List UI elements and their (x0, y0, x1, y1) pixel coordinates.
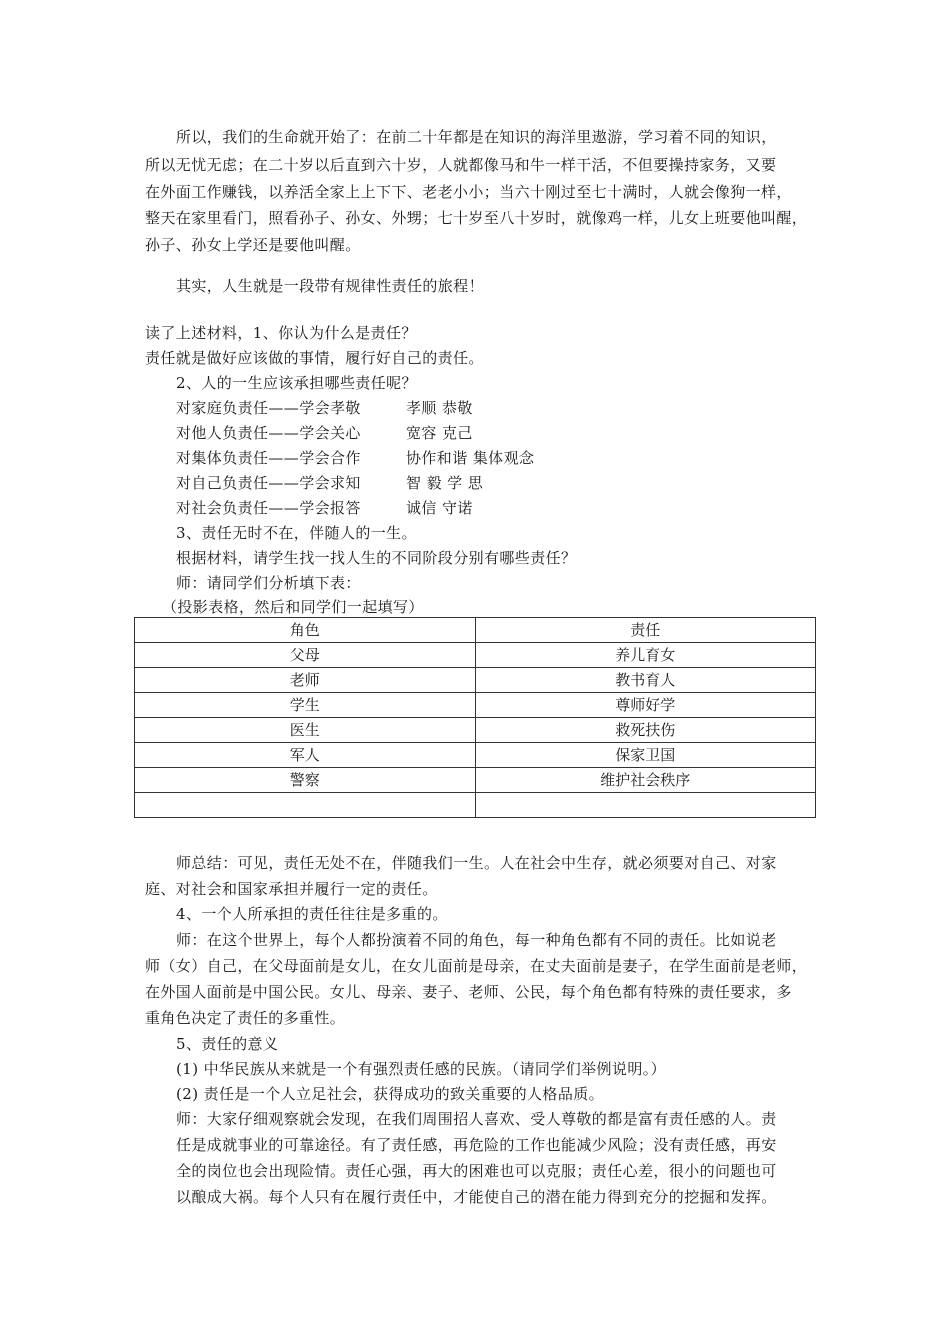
responsibility-qualities: 宽容 克己 (406, 424, 473, 442)
responsibility-text: 对他人负责任——学会关心 (176, 424, 361, 442)
final-line: 任是成就事业的可靠途径。有了责任感，再危险的工作也能减少风险；没有责任感，再安 (176, 1136, 777, 1154)
table-cell-responsibility: 维护社会秩序 (475, 768, 816, 793)
table-cell-responsibility: 养儿育女 (475, 643, 816, 668)
summary-line: 其实，人生就是一段带有规律性责任的旅程！ (176, 277, 485, 295)
question-2: 2、人的一生应该承担哪些责任呢？ (176, 374, 417, 392)
responsibility-item (176, 496, 473, 520)
responsibility-item (176, 471, 483, 495)
q5-item: (2) 责任是一个人立足社会，获得成功的致关重要的人格品质。 (176, 1085, 605, 1103)
table-cell-role: 父母 (135, 643, 476, 668)
table-cell-role (135, 793, 476, 818)
responsibility-qualities: 诚信 守诺 (406, 499, 473, 517)
table-cell-role: 学生 (135, 693, 476, 718)
q4-line: 师：在这个世界上，每个人都扮演着不同的角色，每一种角色都有不同的责任。比如说老 (176, 931, 777, 949)
question-4: 4、一个人所承担的责任往往是多重的。 (176, 905, 448, 923)
q5-item: (1) 中华民族从来就是一个有强烈责任感的民族。（请同学们举例说明。） (176, 1060, 667, 1078)
q4-line: 师（女）自己，在父母面前是女儿，在女儿面前是母亲，在丈夫面前是妻子，在学生面前是老师， (145, 957, 808, 975)
roles-table (134, 617, 816, 818)
q4-line: 重角色决定了责任的多重性。 (145, 1009, 346, 1027)
intro-line: 在外面工作赚钱，以养活全家上上下下、老老小小；当六十刚过至七十满时，人就会像狗一样， (145, 183, 792, 201)
responsibility-text: 对家庭负责任——学会孝敬 (176, 399, 361, 417)
final-line: 师：大家仔细观察就会发现，在我们周围招人喜欢、受人尊敬的都是富有责任感的人。责 (176, 1110, 777, 1128)
responsibility-item (176, 446, 534, 470)
table-cell-role: 医生 (135, 718, 476, 743)
table-cell-role: 军人 (135, 743, 476, 768)
conclusion-line: 庭、对社会和国家承担并履行一定的责任。 (145, 880, 438, 898)
table-row (135, 768, 816, 793)
responsibility-qualities: 协作和谐 集体观念 (406, 449, 535, 467)
responsibility-item (176, 421, 473, 445)
responsibility-item (176, 396, 473, 420)
question-1: 读了上述材料，1、你认为什么是责任？ (145, 324, 417, 342)
table-header-responsibility: 责任 (475, 618, 816, 643)
table-row (135, 743, 816, 768)
responsibility-qualities: 孝顺 恭敬 (406, 399, 473, 417)
intro-line: 所以无忧无虑；在二十岁以后直到六十岁，人就都像马和牛一样干活，不但要操持家务，又要 (145, 156, 777, 174)
table-row (135, 643, 816, 668)
table-note: （投影表格，然后和同学们一起填写） (162, 598, 424, 616)
table-cell-role: 警察 (135, 768, 476, 793)
table-cell-responsibility (475, 793, 816, 818)
table-cell-role: 老师 (135, 668, 476, 693)
conclusion-line: 师总结：可见，责任无处不在，伴随我们一生。人在社会中生存，就必须要对自己、对家 (176, 854, 777, 872)
table-cell-responsibility: 尊师好学 (475, 693, 816, 718)
final-line: 以酿成大祸。每个人只有在履行责任中，才能使自己的潜在能力得到充分的挖掘和发挥。 (176, 1188, 777, 1206)
answer-1: 责任就是做好应该做的事情，履行好自己的责任。 (145, 349, 484, 367)
q4-line: 在外国人面前是中国公民。女儿、母亲、妻子、老师、公民，每个角色都有特殊的责任要求，多 (145, 983, 792, 1001)
responsibility-text: 对集体负责任——学会合作 (176, 449, 361, 467)
teacher-prompt: 师：请同学们分析填下表： (176, 574, 361, 592)
table-header-row (135, 618, 816, 643)
table-row (135, 693, 816, 718)
table-row (135, 793, 816, 818)
responsibility-qualities: 智 毅 学 思 (406, 474, 484, 492)
question-3-prompt: 根据材料，请学生找一找人生的不同阶段分别有哪些责任？ (176, 549, 577, 567)
table-row (135, 718, 816, 743)
intro-line: 孙子、孙女上学还是要他叫醒。 (145, 236, 361, 254)
table-cell-responsibility: 救死扶伤 (475, 718, 816, 743)
intro-line: 整天在家里看门，照看孙子、孙女、外甥；七十岁至八十岁时，就像鸡一样，儿女上班要他叫醒， (145, 209, 808, 227)
table-row (135, 668, 816, 693)
table-cell-responsibility: 保家卫国 (475, 743, 816, 768)
final-line: 全的岗位也会出现险情。责任心强，再大的困难也可以克服；责任心差，很小的问题也可 (176, 1162, 777, 1180)
question-5: 5、责任的意义 (176, 1035, 279, 1053)
intro-line: 所以，我们的生命就开始了：在前二十年都是在知识的海洋里遨游，学习着不同的知识， (176, 128, 777, 146)
question-3: 3、责任无时不在，伴随人的一生。 (176, 524, 417, 542)
table-cell-responsibility: 教书育人 (475, 668, 816, 693)
responsibility-text: 对自己负责任——学会求知 (176, 474, 361, 492)
table-header-role: 角色 (135, 618, 476, 643)
responsibility-text: 对社会负责任——学会报答 (176, 499, 361, 517)
